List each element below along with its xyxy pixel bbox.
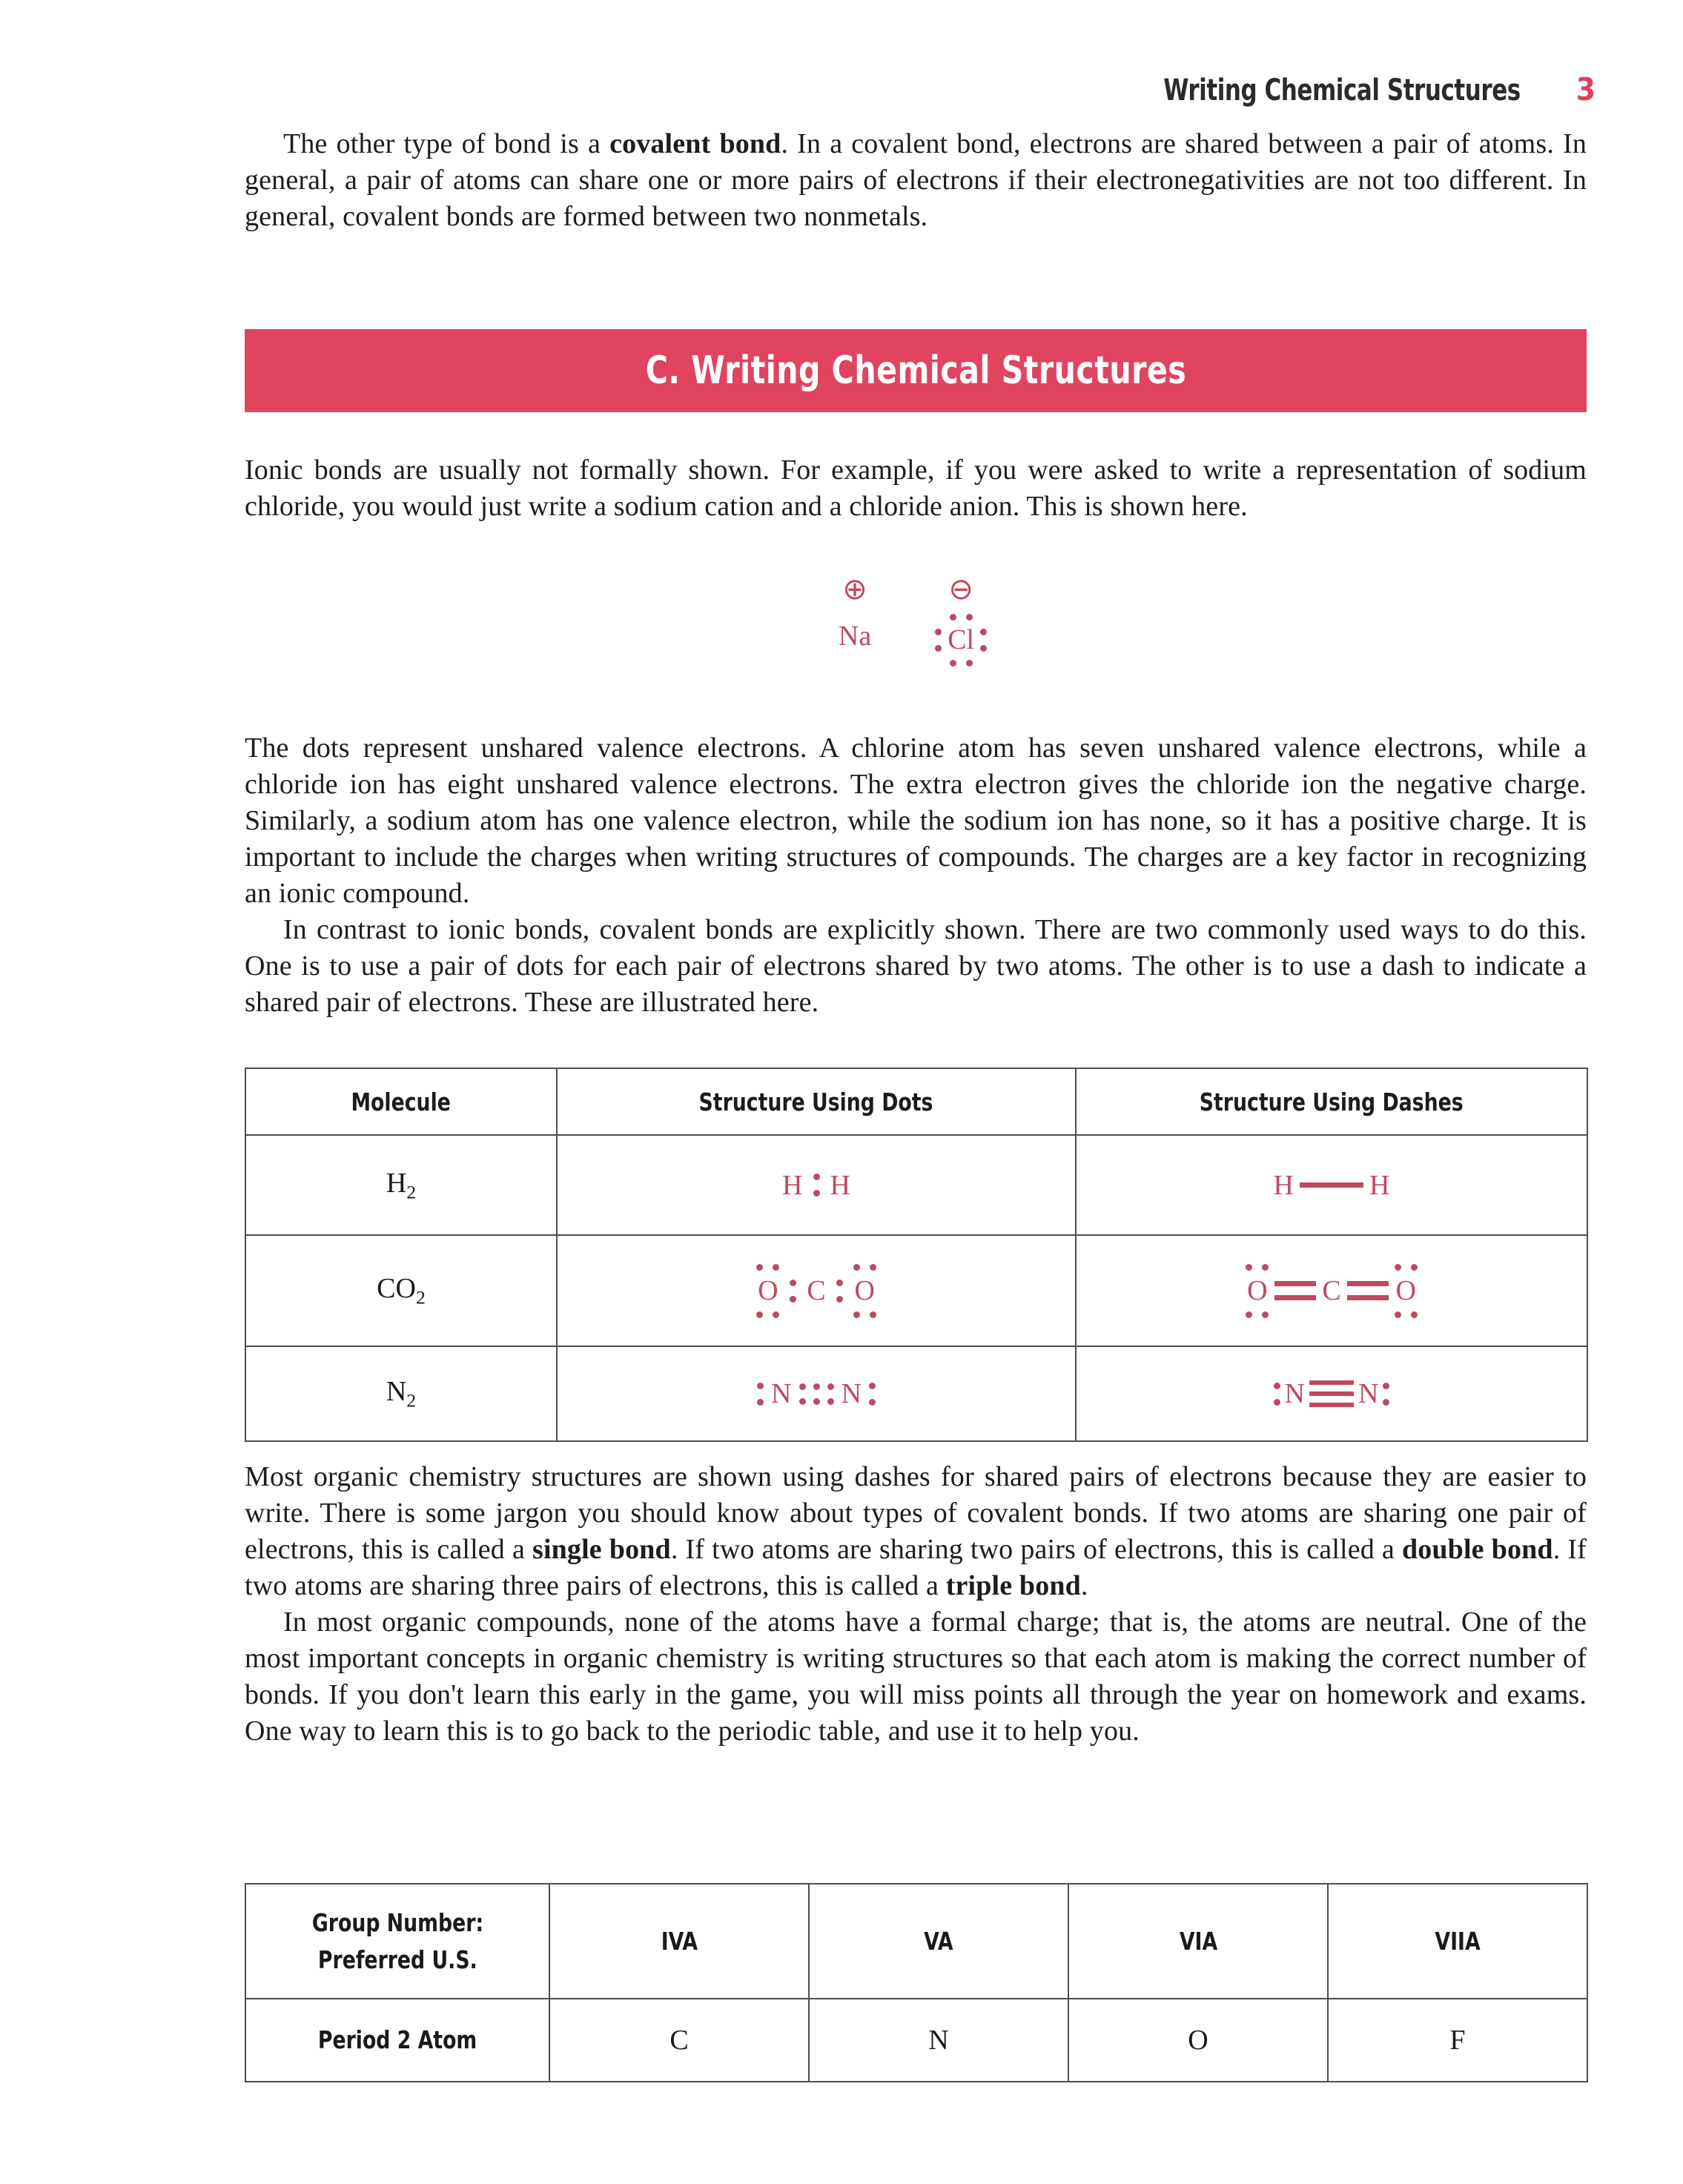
dot-icon [1246, 1264, 1252, 1271]
dot-icon [966, 614, 973, 621]
molecule-formula-co2 [377, 1273, 426, 1308]
nacl-structure-diagram [245, 572, 1587, 668]
cell-group-number-label [245, 1884, 549, 1999]
bond-line [1309, 1403, 1354, 1407]
h2-dash-left-atom: H [1273, 1169, 1294, 1201]
cell-dashes-co2 [1076, 1235, 1587, 1346]
n2-element: N [386, 1376, 407, 1408]
o-right-top-lone-pair [1395, 1262, 1418, 1272]
group-label-va: VA [924, 1927, 953, 1956]
chloride-anion-group [929, 572, 993, 668]
cell-atom-o [1068, 1999, 1328, 2082]
dot-icon [853, 1264, 860, 1271]
paragraph-bond-jargon [245, 1459, 1587, 1604]
cell-atom-f [1328, 1999, 1587, 2082]
co2-subscript: 2 [415, 1286, 426, 1308]
dot-icon [1395, 1311, 1401, 1318]
structures-table-header-row [245, 1068, 1587, 1135]
dot-icon [813, 1383, 820, 1390]
header-molecule [245, 1068, 557, 1135]
p5-part-c: . If two atoms are sharing three pairs of electrons, this is called a [245, 1534, 1587, 1602]
molecule-formula-h2 [386, 1167, 417, 1203]
chloride-symbol: Cl [948, 624, 975, 655]
section-banner [245, 329, 1587, 412]
dot-icon [790, 1296, 796, 1303]
n2-dash-structure [1077, 1380, 1587, 1408]
dot-icon [773, 1264, 779, 1271]
co2-dash-left-atom: O [1247, 1275, 1268, 1306]
dot-icon [773, 1311, 779, 1318]
period2-label: Period 2 Atom [317, 2025, 477, 2055]
single-bond-icon [1300, 1182, 1363, 1188]
table-row [245, 1346, 1587, 1441]
negative-charge-icon: ⊖ [948, 572, 973, 606]
group-label-viia: VIIA [1435, 1927, 1481, 1956]
dot-icon [1246, 1311, 1252, 1318]
o-left-top-lone-pair [1246, 1262, 1269, 1272]
sodium-symbol: Na [838, 621, 872, 652]
table-row [245, 1135, 1587, 1235]
cell-atom-n [809, 1999, 1068, 2082]
cl-bottom-lone-pair [950, 658, 973, 668]
dot-icon [935, 645, 942, 652]
n2-dash-right-lone-pair [1383, 1383, 1389, 1406]
intro-paragraph-block [245, 126, 1587, 235]
dot-icon [966, 660, 973, 666]
group-number-line2: Preferred U.S. [317, 1945, 477, 1974]
header-dashes-label: Structure Using Dashes [1200, 1087, 1464, 1116]
cell-group-iva [549, 1884, 809, 1999]
dot-icon [813, 1398, 820, 1405]
cell-dots-co2 [557, 1235, 1076, 1346]
periodic-group-table [245, 1883, 1588, 2082]
n2-right-atom: N [841, 1378, 862, 1409]
dot-icon [836, 1280, 843, 1286]
cell-group-via [1068, 1884, 1328, 1999]
n2-dash-left-lone-pair [1274, 1383, 1280, 1406]
bond-line [1274, 1281, 1316, 1286]
h2-dash-right-atom: H [1369, 1169, 1390, 1201]
cell-dashes-n2 [1076, 1346, 1587, 1441]
cl-top-lone-pair [950, 612, 973, 622]
dot-icon [1274, 1399, 1280, 1406]
n2-dash-right-atom: N [1358, 1378, 1379, 1409]
p5-bold-triple-bond: triple bond [945, 1570, 1081, 1602]
co2-left-oxygen-group [756, 1262, 779, 1320]
molecule-formula-n2 [386, 1376, 417, 1412]
dot-icon [757, 1383, 764, 1389]
p5-part-b: . If two atoms are sharing two pairs of electrons, this is called a [670, 1534, 1402, 1566]
n2-dot-structure [558, 1380, 1075, 1408]
co2-right-shared-pairs [836, 1280, 843, 1303]
cell-dashes-h2 [1076, 1135, 1587, 1235]
dot-icon [1262, 1264, 1269, 1271]
group-label-iva: IVA [661, 1927, 698, 1956]
sodium-cation-group [838, 572, 872, 668]
h2-element: H [386, 1167, 407, 1199]
co2-dash-left-oxygen-group [1246, 1262, 1269, 1320]
header-dashes [1076, 1068, 1587, 1135]
atom-symbol-c: C [669, 2025, 689, 2056]
bond-line [1347, 1281, 1389, 1286]
dot-icon [1411, 1311, 1418, 1318]
n2-right-lone-pair [869, 1383, 876, 1406]
ionic-bonds-paragraph-block [245, 452, 1587, 525]
bond-line [1274, 1295, 1316, 1300]
co2-left-atom: O [758, 1275, 778, 1306]
dot-icon [756, 1264, 763, 1271]
header-dots [557, 1068, 1076, 1135]
dot-icon [950, 614, 956, 621]
periodic-table-wrapper [245, 1883, 1587, 2082]
dots-explanation-block [245, 730, 1587, 1021]
o-left-bottom-lone-pair [1246, 1309, 1269, 1320]
o-right-bottom-lone-pair [853, 1309, 876, 1320]
chloride-symbol-row [929, 626, 993, 654]
dot-icon [813, 1190, 820, 1197]
p1-part-b: . In a covalent bond, electrons are shared between a pair of atoms. In general, a pair of atoms can share one or more pairs of electrons if their electronegativities are not too different. In general, covalent bonds are formed between two nonmetals. [245, 128, 1587, 233]
n2-left-atom: N [771, 1378, 792, 1409]
dot-icon [1411, 1264, 1418, 1271]
dot-icon [799, 1383, 806, 1390]
cell-group-va [809, 1884, 1068, 1999]
dot-icon [827, 1398, 834, 1405]
dot-icon [869, 1383, 876, 1389]
n2-shared-pair-3 [827, 1383, 834, 1405]
n2-subscript: 2 [406, 1389, 417, 1412]
cl-left-lone-pair [935, 629, 942, 652]
double-bond-icon-left [1274, 1281, 1316, 1300]
dot-icon [980, 629, 987, 635]
dot-icon [853, 1311, 860, 1318]
table-row [245, 1235, 1587, 1346]
cell-molecule-n2 [245, 1346, 557, 1441]
group-number-line1: Group Number: [311, 1908, 483, 1937]
h2-dot-structure [558, 1171, 1075, 1199]
cell-period2-label [245, 1999, 549, 2082]
running-head [1134, 71, 1596, 107]
atom-symbol-n: N [928, 2025, 949, 2056]
bond-jargon-block [245, 1459, 1587, 1750]
triple-bond-icon [1309, 1380, 1354, 1407]
co2-right-oxygen-group [853, 1262, 876, 1320]
dot-icon [1274, 1383, 1280, 1389]
page-number: 3 [1575, 71, 1596, 107]
co2-dot-structure [558, 1262, 1075, 1320]
bond-line [1309, 1392, 1354, 1396]
table-row [245, 1999, 1587, 2082]
dot-icon [1395, 1264, 1401, 1271]
cell-molecule-co2 [245, 1235, 557, 1346]
p5-part-d: . [1080, 1570, 1088, 1602]
n2-shared-pair-2 [813, 1383, 820, 1405]
group-label-via: VIA [1179, 1927, 1217, 1956]
bond-line [1309, 1380, 1354, 1385]
table-row [245, 1884, 1587, 1999]
double-bond-icon-right [1347, 1281, 1389, 1300]
dot-icon [799, 1398, 806, 1405]
p1-bold-covalent-bond: covalent bond [609, 128, 781, 159]
section-banner-bar [245, 329, 1587, 412]
structures-table [245, 1068, 1588, 1442]
cell-group-viia [1328, 1884, 1587, 1999]
paragraph-formal-charge: In most organic compounds, none of the atoms have a formal charge; that is, the atoms are neutral. One of the most important concepts in organic chemistry is writing structures so that each atom is making the correct number of bonds. If you don't learn this early in the game, you will miss points all through the year on homework and exams. One way to learn this is to go back to the periodic table, and use it to help you. [245, 1606, 1587, 1747]
sodium-symbol-row [839, 622, 871, 650]
dot-icon [1262, 1311, 1269, 1318]
dot-icon [756, 1311, 763, 1318]
dot-icon [757, 1399, 764, 1406]
atom-symbol-f: F [1449, 2025, 1466, 2056]
o-right-top-lone-pair [853, 1262, 876, 1272]
h2-right-atom: H [830, 1169, 850, 1201]
header-dots-label: Structure Using Dots [699, 1087, 933, 1116]
section-banner-label: C. Writing Chemical Structures [645, 348, 1186, 393]
dot-icon [1383, 1383, 1389, 1389]
co2-dash-center-atom: C [1322, 1275, 1341, 1306]
h2-dash-structure [1077, 1171, 1587, 1199]
dot-icon [813, 1174, 820, 1180]
nacl-figure [245, 572, 1587, 668]
cell-molecule-h2 [245, 1135, 557, 1235]
cell-atom-c [549, 1999, 809, 2082]
co2-dash-structure [1077, 1262, 1587, 1320]
cell-dots-h2 [557, 1135, 1076, 1235]
atom-symbol-o: O [1188, 2025, 1208, 2056]
o-left-top-lone-pair [756, 1262, 779, 1272]
o-left-bottom-lone-pair [756, 1309, 779, 1320]
p1-part-a: The other type of bond is a [283, 128, 610, 159]
n2-shared-pair-1 [799, 1383, 806, 1405]
p5-bold-single-bond: single bond [532, 1534, 671, 1566]
running-head-title: Writing Chemical Structures [1163, 73, 1521, 107]
paragraph-covalent-shown: In contrast to ionic bonds, covalent bonds are explicitly shown. There are two commonly used ways to do this. One is to use a pair of dots for each pair of electrons shared by two atoms. The other is to use a dash to indicate a shared pair of electrons. These are illustrated here. [245, 914, 1587, 1019]
positive-charge-icon: ⊕ [842, 572, 867, 606]
structures-table-wrapper [245, 1068, 1587, 1442]
p5-bold-double-bond: double bond [1401, 1534, 1553, 1566]
dot-icon [869, 1399, 876, 1406]
h2-shared-pair [813, 1174, 820, 1197]
h2-subscript: 2 [406, 1181, 417, 1203]
paragraph-covalent-bond [245, 126, 1587, 235]
dot-icon [950, 660, 956, 666]
co2-dash-right-atom: O [1395, 1275, 1416, 1306]
bond-line [1347, 1295, 1389, 1300]
o-right-bottom-lone-pair [1395, 1309, 1418, 1320]
p5-part-a: Most organic chemistry structures are shown using dashes for shared pairs of electrons because they are easier to write. There is some jargon you should know about types of covalent bonds. If two atoms are sharing one pair of electrons, this is called a [245, 1461, 1587, 1566]
chloride-lewis-structure [929, 612, 993, 668]
cell-dots-n2 [557, 1346, 1076, 1441]
dot-icon [827, 1383, 834, 1390]
dot-icon [790, 1280, 796, 1286]
dot-icon [870, 1311, 876, 1318]
header-molecule-label: Molecule [351, 1087, 452, 1116]
n2-dash-left-atom: N [1284, 1378, 1305, 1409]
dot-icon [870, 1264, 876, 1271]
cl-right-lone-pair [980, 629, 987, 652]
dot-icon [836, 1296, 843, 1303]
paragraph-dots-represent: The dots represent unshared valence electrons. A chlorine atom has seven unshared valence electrons, while a chloride ion has eight unshared valence electrons. The extra electron gives the chloride ion the negative charge. Similarly, a sodium atom has one valence electron, while the sodium ion has none, so it has a positive charge. It is important to include the charges when writing structures of compounds. The charges are a key factor in recognizing an ionic compound. [245, 732, 1587, 910]
co2-dash-right-oxygen-group [1395, 1262, 1418, 1320]
dot-icon [935, 629, 942, 635]
dot-icon [1383, 1399, 1389, 1406]
dot-icon [980, 645, 987, 652]
paragraph-ionic-bonds: Ionic bonds are usually not formally shown. For example, if you were asked to write a representation of sodium chloride, you would just write a sodium cation and a chloride anion. This is shown here. [245, 454, 1587, 523]
co2-element: CO [377, 1273, 416, 1305]
co2-left-shared-pairs [790, 1280, 796, 1303]
n2-left-lone-pair [757, 1383, 764, 1406]
h2-left-atom: H [782, 1169, 803, 1201]
co2-center-atom: C [807, 1275, 826, 1306]
co2-right-atom: O [854, 1275, 875, 1306]
